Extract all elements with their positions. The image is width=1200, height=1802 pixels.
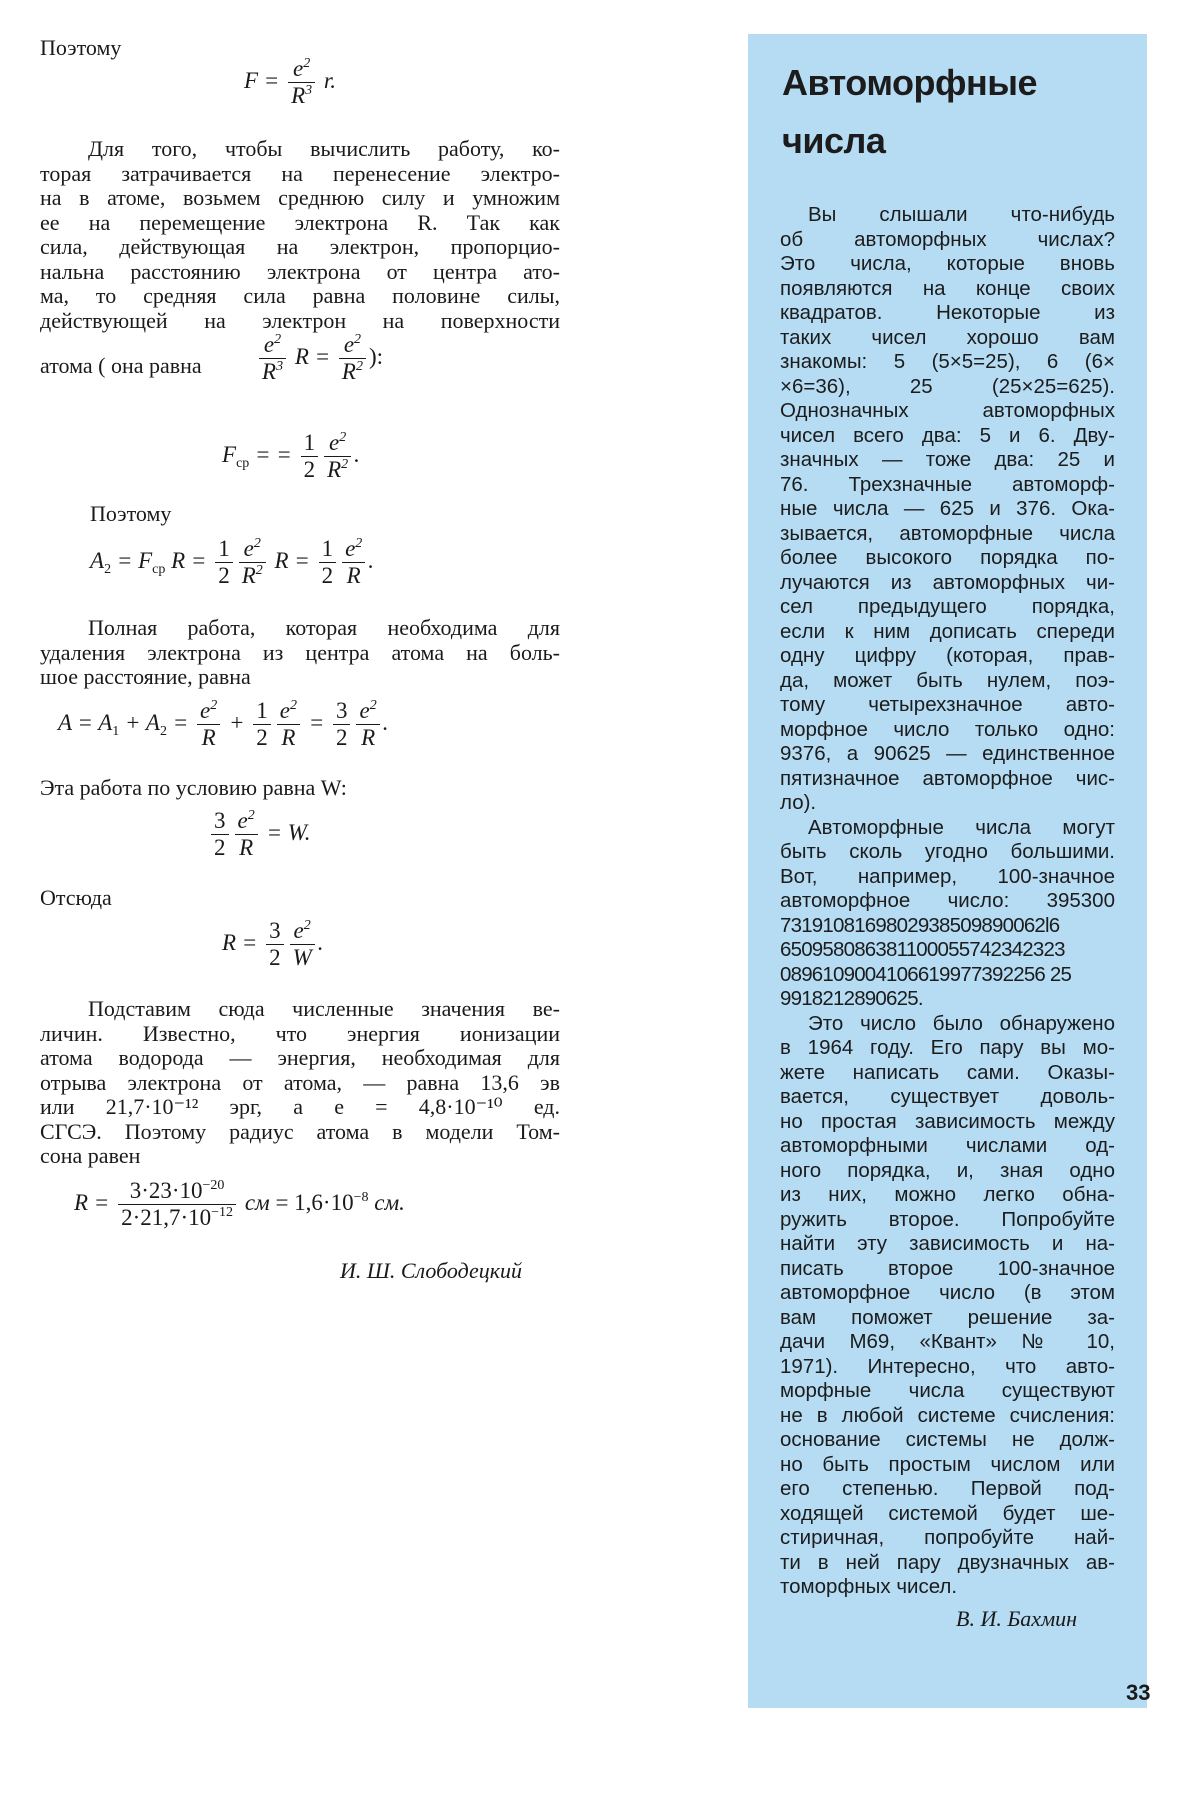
sidebar-text-line: писать второе 100-значное: [780, 1256, 1115, 1280]
sidebar-text-line: быть сколь угодно большими.: [780, 840, 1115, 863]
text-line: атома ( она равна: [40, 353, 202, 378]
text-line: ма, то средняя сила равна половине силы,: [40, 283, 560, 308]
sidebar-text-line: пятизначное автоморфное чис-: [780, 766, 1115, 790]
sidebar-text-line: тому четырехзначное авто-: [780, 693, 1115, 716]
formula-force-surface: $\frac{e^2}{R^3}$ R = $\frac{e^2}{R^2}$ ):: [256, 332, 383, 385]
sidebar-text-line: ло).: [780, 791, 817, 814]
sidebar-text-line: но простая зависимость между: [780, 1109, 1115, 1133]
sidebar-text-line: Вот, например, 100-значное: [780, 864, 1115, 888]
sidebar-text-line: одну цифру (которая, прав-: [780, 644, 1115, 667]
text-line: СГСЭ. Поэтому радиус атома в модели Том-: [40, 1118, 560, 1144]
sidebar-text-line: знакомы: 5 (5×5=25), 6 (6×: [780, 350, 1115, 373]
formula-work-equals-w: $\frac{3}{2}$ $\frac{e^2}{R}$ = W.: [208, 808, 311, 861]
sidebar-text-line: из них, можно легко обна-: [780, 1183, 1115, 1206]
sidebar-text-line: 9918212890625.: [780, 987, 923, 1010]
sidebar-text-line: томорфных чисел.: [780, 1575, 958, 1598]
sidebar-text-line: Однозначных автоморфных: [780, 399, 1115, 422]
sidebar-text-line: Автоморфные числа могут: [808, 815, 1115, 839]
sidebar-text-line: морфные числа существуют: [780, 1379, 1115, 1402]
text-line: атома водорода — энергия, необходимая для: [40, 1045, 560, 1070]
sidebar-text-line: ного порядка, и, зная одно: [780, 1158, 1115, 1182]
sidebar-text-line: найти эту зависимость и на-: [780, 1232, 1115, 1255]
sidebar-text-line: стиричная, попробуйте най-: [780, 1526, 1115, 1549]
author-signature: И. Ш. Слободецкий: [340, 1258, 523, 1283]
formula-radius-numeric: R = $\frac{3\cdot 23\cdot 10^{-20}}{2\cdot 21,7\cdot 10^{-12}}$ см = $1,6\cdot 10^{-8}$ см.: [74, 1178, 405, 1230]
sidebar-text-line: более высокого порядка по-: [780, 546, 1115, 569]
text-line: ее на перемещение электрона R. Так как: [40, 209, 560, 235]
text-line: Подставим сюда численные значения ве-: [88, 996, 560, 1021]
text-line: Эта работа по условию равна W:: [40, 775, 347, 800]
sidebar-text-line: зывается, автоморфные числа: [780, 521, 1115, 545]
text-line: действующей на электрон на поверхности: [40, 307, 560, 333]
sidebar-author-signature: В. И. Бахмин: [956, 1606, 1078, 1631]
text-line: нальна расстоянию электрона от центра ато-: [40, 258, 560, 284]
text-line: Для того, чтобы вычислить работу, ко-: [88, 136, 560, 161]
text-line: или 21,7·10⁻¹² эрг, а e = 4,8·10⁻¹⁰ ед.: [40, 1094, 560, 1119]
sidebar-text-line: дачи М69, «Квант» № 10,: [780, 1330, 1115, 1353]
sidebar-text-line: да, может быть нулем, поэ-: [780, 668, 1115, 692]
sidebar-text-line: ружить второе. Попробуйте: [780, 1207, 1115, 1231]
sidebar-text-line: чисел всего два: 5 и 6. Дву-: [780, 423, 1115, 447]
sidebar-text-line: значных — тоже два: 25 и: [780, 448, 1115, 471]
sidebar-text-line: Вы слышали что-нибудь: [808, 203, 1115, 226]
sidebar-title-line2: числа: [782, 120, 886, 161]
formula-work-a2: $A_2 = F_{cp}$ R = $\frac{1}{2}$ $\frac{e^2}{R^2}$ R = $\frac{1}{2}$ $\frac{e^2}{R}$ .: [90, 536, 375, 588]
text-line: сила, действующая на электрон, пропорцио-: [40, 234, 560, 259]
sidebar-text-line: ти в ней пару двузначных ав-: [780, 1550, 1115, 1574]
sidebar-text-line: основание системы не долж-: [780, 1428, 1115, 1451]
sidebar-title-line1: Автоморфные: [782, 62, 1037, 103]
text-line: Поэтому: [90, 501, 172, 526]
sidebar-text-line: автоморфное число (в этом: [780, 1281, 1115, 1304]
sidebar-text-line: 650958086381100055742342323: [780, 938, 1065, 961]
sidebar-text-line: Это числа, которые вновь: [780, 252, 1115, 275]
sidebar-text-line: жете написать сами. Оказы-: [780, 1060, 1115, 1084]
sidebar-text-line: но быть простым числом или: [780, 1452, 1115, 1476]
text-line: Полная работа, которая необходима для: [88, 615, 560, 640]
formula-total-work: $A = A_1 + A_2$ = $\frac{e^2}{R}$ + $\frac{1}{2}$ $\frac{e^2}{R}$ = $\frac{3}{2}$ $\frac{e^2}{R}$ .: [58, 698, 389, 750]
sidebar-text-line: ные числа — 625 и 376. Ока-: [780, 497, 1115, 520]
text-line: Поэтому: [40, 35, 122, 60]
sidebar-text-line: автоморфное число: 395300: [780, 889, 1115, 912]
sidebar-text-line: ×6=36), 25 (25×25=625).: [780, 374, 1115, 398]
formula-radius: R = $\frac{3}{2}$ $\frac{e^2}{W}$ .: [222, 918, 324, 970]
text-line: удаления электрона из центра атома на боль-: [40, 639, 560, 665]
text-line: отрыва электрона от атома, — равна 13,6 эв: [40, 1069, 560, 1095]
page-number: 33: [1126, 1680, 1151, 1705]
sidebar-text-line: об автоморфных числах?: [780, 227, 1115, 251]
sidebar-text-line: сел предыдущего порядка,: [780, 595, 1115, 618]
sidebar-text-line: если к ним дописать спереди: [780, 619, 1115, 643]
formula-average-force: $F_{cp}$ = = $\frac{1}{2}$ $\frac{e^2}{R^2}$ .: [222, 430, 360, 482]
sidebar-text-line: квадратов. Некоторые из: [780, 301, 1115, 324]
text-line: на в атоме, возьмем среднюю силу и умножим: [40, 185, 560, 210]
formula-force: F = $\frac{e^2}{R^3}$ r.: [244, 56, 337, 108]
sidebar-text-line: ходящей системой будет ше-: [780, 1501, 1115, 1525]
sidebar-text-line: лучаются из автоморфных чи-: [780, 570, 1115, 594]
text-line: торая затрачивается на перенесение электро-: [40, 160, 560, 186]
sidebar-text-line: вается, существует доволь-: [780, 1085, 1115, 1108]
sidebar-text-line: автоморфными числами од-: [780, 1134, 1115, 1157]
sidebar-text-line: 0896109004106619977392256 25: [780, 962, 1072, 986]
sidebar-text-line: Это число было обнаружено: [808, 1011, 1115, 1035]
sidebar-text-line: 7319108169802938509890062l6: [780, 913, 1060, 937]
text-line: шое расстояние, равна: [40, 664, 251, 689]
sidebar-text-line: не в любой системе счисления:: [780, 1403, 1115, 1427]
sidebar-text-line: 1971). Интересно, что авто-: [780, 1354, 1115, 1378]
sidebar-text-line: 9376, а 90625 — единственное: [780, 742, 1115, 765]
text-line: сона равен: [40, 1143, 141, 1168]
sidebar-text-line: 76. Трехзначные автоморф-: [780, 472, 1115, 496]
sidebar-text-line: таких чисел хорошо вам: [780, 325, 1115, 349]
sidebar-text-line: в 1964 году. Его пару вы мо-: [780, 1036, 1115, 1059]
text-line: Отсюда: [40, 885, 112, 910]
sidebar-text-line: морфное число только одно:: [780, 717, 1115, 741]
sidebar-text-line: вам поможет решение за-: [780, 1305, 1115, 1329]
sidebar-text-line: появляются на конце своих: [780, 276, 1115, 300]
sidebar-text-line: его степенью. Первой под-: [780, 1477, 1115, 1500]
text-line: личин. Известно, что энергия ионизации: [40, 1020, 560, 1046]
